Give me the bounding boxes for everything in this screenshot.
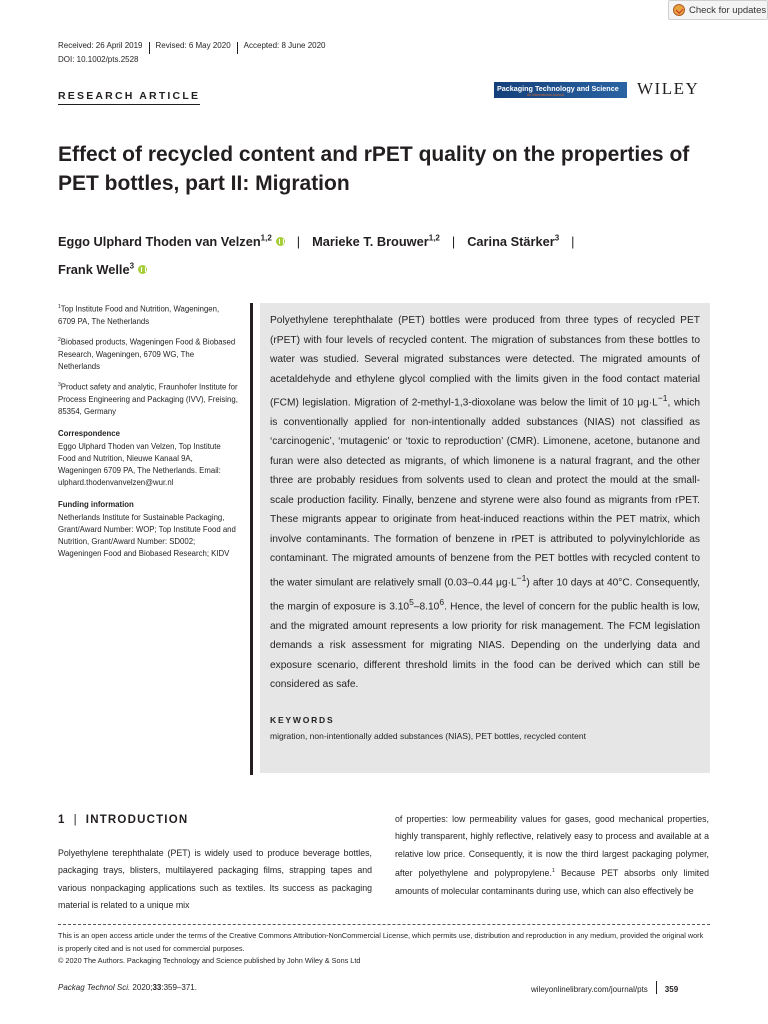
divider [237,42,238,54]
section-heading: 1 | INTRODUCTION [58,814,189,826]
license-text: This is an open access article under the terms of the Creative Commons Attribution-NonCommercial License, which permits use, distribution and reproduction in any medium, provided the original work is properly cited and is not used for commercial purposes. [58,931,704,953]
author-name: Marieke T. Brouwer$^{1,2}$ [312,234,440,250]
accepted-date: Accepted: 8 June 2020 [243,40,326,50]
article-type: RESEARCH ARTICLE [58,90,200,105]
body-column-right: of properties: low permeability values for gases, good mechanical properties, highly transparent, highly reflective, relatively easy to process and available at a relative low price. Consequently, it is now the third largest packaging polymer, after polyethylene and polypropylene.$^1$ Because PET absorbs only limited amounts of molecular contaminants during use, which can also effectively be [395,814,709,896]
check-for-updates-button[interactable] [668,0,768,20]
check-updates-icon [673,4,685,16]
citation-line: Packag Technol Sci. 2020;33:359–371. [58,983,197,992]
funding-heading: Funding information [58,500,134,510]
article-dates [58,39,326,51]
correspondence-text: Eggo Ulphard Thoden van Velzen, Top Institute Food and Nutrition, Nieuwe Kanaal 9A, Wageningen 6709 PA, The Netherlands. Email: ulphard.thodenvanvelzen@wur.nl [58,441,221,488]
funding-text: Netherlands Institute for Sustainable Packaging, Grant/Award Number: WOP; Top Institute Food and Nutrition, Grant/Award Number: SD002; Wageningen Food and Biobased Research; KIDV [58,512,236,559]
received-date: Received: 26 April 2019 [58,40,143,50]
revised-date: Revised: 6 May 2020 [155,40,231,50]
license-note [58,930,710,968]
journal-logo-subtitle: An International Journal [527,92,564,97]
author-name: Carina Stärker$^3$ [467,234,560,250]
journal-logo-title: Packaging Technology and Science [497,83,619,93]
article-title: Effect of recycled content and rPET quality on the properties of PET bottles, part II: Migration [58,143,690,195]
copyright-text: © 2020 The Authors. Packaging Technology and Science published by John Wiley & Sons Ltd [58,956,361,965]
check-updates-label: Check for updates [689,4,767,16]
author-separator: | [571,234,575,250]
author-name: Frank Welle$^3$ [58,261,135,277]
abstract-text: Polyethylene terephthalate (PET) bottles were produced from three types of recycled PET (rPET) with four levels of recycled content. The migration of substances from these bottles to water was studied. Several migrated substances were detected. The migrated amounts of acetaldehyde and ethylene glycol complied with the limits given in the food contact material (FCM) legislation. Migration of 2-methyl-1,3-dioxolane was below the limit of 10 $\mu g\cdot L^{-1}$, which is conventionally applied for non-intentionally added substances (NIAS) not classified as ‘carcinogenic’, ‘mutagenic’ or ‘toxic to reproduction’ (CMR). Limonene, acetone, butanone and furan were also detected as migrants, of which limonene is a natural fragrant, and the other three are probably residues from solvents used to clean and protect the mould at the small-scale production facility. Finally, benzene and styrene were also found as migrants from rPET. These migrants appear to originate from heat-induced reactions within the PET matrix, which involve contaminants. The formation of benzene in rPET is attributed to polyvinylchloride as contaminant. The migrated amounts of benzene from the PET bottles with recycled content to the water simulant are relatively small (0.03–0.44 $\mu g\cdot L^{-1}$) after 10 days at 40°C. Consequently, the margin of exposure is 3.10$^5$–8.10$^6$. Hence, the level of concern for the public health is low, and the migrated amount represents a low priority for risk management. The FCM legislation demands a risk assessment for migrating NIAS. Depending on the underlying data and exposure scenario, different threshold limits in the food can be derived which can still be considered as safe. [270,315,700,691]
divider [149,42,150,54]
page-number: 359 [664,985,679,994]
publisher-logo: WILEY [637,79,700,98]
author-separator: | [451,234,456,250]
affiliation: $^1$Top Institute Food and Nutrition, Wageningen, 6709 PA, The Netherlands [58,304,220,326]
orcid-icon[interactable] [138,265,147,274]
doi[interactable]: DOI: 10.1002/pts.2528 [58,55,139,64]
keywords-text: migration, non-intentionally added substances (NIAS), PET bottles, recycled content [270,730,586,741]
author-name: Eggo Ulphard Thoden van Velzen$^{1,2}$ [58,234,272,250]
orcid-icon[interactable] [276,237,285,246]
citation-ref[interactable]: 1 [551,868,555,875]
abstract-box [260,303,710,773]
divider [656,981,657,994]
front-matter-sidebar [58,301,238,566]
affiliation: $^3$Product safety and analytic, Fraunhofer Institute for Process Engineering and Packaging (IVV), Freising, 85354, Germany [58,382,238,417]
body-column-left: Polyethylene terephthalate (PET) is widely used to produce beverage bottles, packaging trays, blisters, multilayered packaging films, strapping tapes and various nonpackaging applications such as textiles. Its success as packaging material is related to a unique mix [58,848,372,911]
footnote-divider [58,924,710,925]
correspondence-heading: Correspondence [58,429,120,439]
footer-right [531,983,678,996]
author-list [58,227,718,282]
abstract-rule [250,303,253,775]
affiliation: $^2$Biobased products, Wageningen Food & Biobased Research, Wageningen, 6709 WG, The Netherlands [58,337,236,371]
journal-url[interactable]: wileyonlinelibrary.com/journal/pts [531,985,648,994]
author-separator: | [296,234,301,250]
journal-logo [494,82,627,98]
keywords-heading: KEYWORDS [270,714,335,725]
